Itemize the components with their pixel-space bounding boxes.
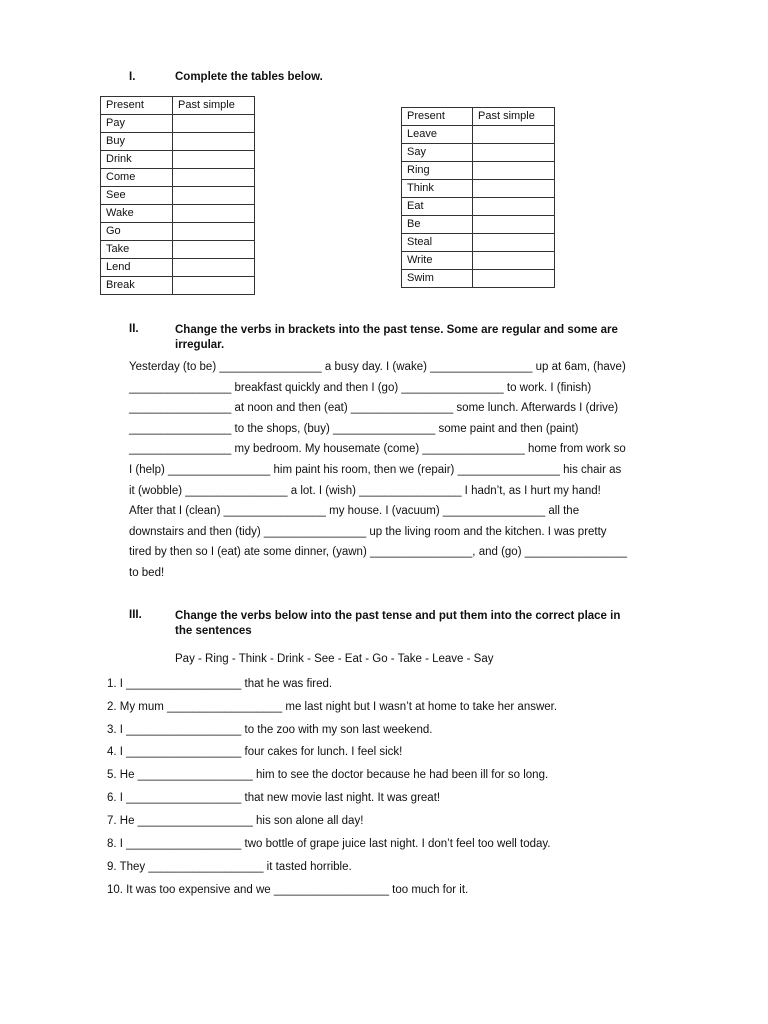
- section-2-number: II.: [129, 323, 139, 335]
- paragraph-line: it (wobble) ________________ a lot. I (wish) ________________ I hadn’t, as I hurt my hand!: [129, 484, 601, 497]
- answer-cell[interactable]: [473, 216, 555, 234]
- verb-cell: Swim: [402, 270, 473, 288]
- answer-cell[interactable]: [473, 126, 555, 144]
- answer-cell[interactable]: [173, 169, 255, 187]
- header-past-simple: Past simple: [473, 108, 555, 126]
- section-3-heading-line: the sentences: [175, 625, 252, 637]
- verb-cell: Buy: [101, 133, 173, 151]
- verb-cell: Come: [101, 169, 173, 187]
- verb-table-2: [401, 107, 555, 288]
- verb-cell: Lend: [101, 259, 173, 277]
- table-header-row: [402, 108, 555, 126]
- table-row: [101, 187, 255, 205]
- verb-word-list: Pay - Ring - Think - Drink - See - Eat - Go - Take - Leave - Say: [175, 653, 494, 665]
- table-header-row: [101, 97, 255, 115]
- paragraph-line: I (help) ________________ him paint his room, then we (repair) ________________ his chair as: [129, 463, 622, 476]
- section-2-heading-line: Change the verbs in brackets into the past tense. Some are regular and some are: [175, 324, 618, 336]
- answer-cell[interactable]: [173, 241, 255, 259]
- paragraph-line: ________________ breakfast quickly and then I (go) ________________ to work. I (finish): [129, 381, 592, 394]
- table-row: [101, 115, 255, 133]
- sentence-item: 2. My mum __________________ me last night but I wasn’t at home to take her answer.: [107, 701, 558, 713]
- answer-cell[interactable]: [173, 151, 255, 169]
- verb-cell: Ring: [402, 162, 473, 180]
- verb-cell: Wake: [101, 205, 173, 223]
- sentence-item: 4. I __________________ four cakes for lunch. I feel sick!: [107, 746, 403, 758]
- section-2-heading-line: irregular.: [175, 339, 225, 351]
- sentence-item: 7. He __________________ his son alone all day!: [107, 815, 364, 827]
- answer-cell[interactable]: [473, 234, 555, 252]
- verb-cell: Steal: [402, 234, 473, 252]
- answer-cell[interactable]: [173, 223, 255, 241]
- section-1-heading: Complete the tables below.: [175, 71, 323, 83]
- sentence-item: 5. He __________________ him to see the doctor because he had been ill for so long.: [107, 769, 549, 781]
- section-3-heading: [175, 609, 620, 639]
- verb-cell: Be: [402, 216, 473, 234]
- fill-in-paragraph: [129, 357, 669, 584]
- answer-cell[interactable]: [473, 144, 555, 162]
- table-row: [402, 180, 555, 198]
- header-past-simple: Past simple: [173, 97, 255, 115]
- answer-cell[interactable]: [173, 277, 255, 295]
- table-row: [101, 169, 255, 187]
- verb-table-1: [100, 96, 255, 295]
- verb-cell: Think: [402, 180, 473, 198]
- paragraph-line: downstairs and then (tidy) ________________ up the living room and the kitchen. I was pretty: [129, 525, 607, 538]
- paragraph-line: ________________ my bedroom. My housemate (come) ________________ home from work so: [129, 443, 626, 456]
- paragraph-line: tired by then so I (eat) ate some dinner, (yawn) ________________, and (go) ________________: [129, 546, 628, 559]
- verb-cell: See: [101, 187, 173, 205]
- table-row: [402, 252, 555, 270]
- answer-cell[interactable]: [173, 187, 255, 205]
- table-row: [402, 198, 555, 216]
- table-row: [101, 151, 255, 169]
- sentence-item: 6. I __________________ that new movie last night. It was great!: [107, 792, 441, 804]
- verb-cell: Break: [101, 277, 173, 295]
- table-row: [402, 162, 555, 180]
- table-row: [402, 144, 555, 162]
- paragraph-line: After that I (clean) ________________ my house. I (vacuum) ________________ all the: [129, 505, 580, 518]
- verb-cell: Write: [402, 252, 473, 270]
- section-3-heading-line: Change the verbs below into the past tense and put them into the correct place in: [175, 610, 621, 622]
- verb-cell: Go: [101, 223, 173, 241]
- answer-cell[interactable]: [173, 205, 255, 223]
- answer-cell[interactable]: [473, 270, 555, 288]
- sentence-item: 1. I __________________ that he was fired.: [107, 678, 333, 690]
- verb-cell: Take: [101, 241, 173, 259]
- table-row: [101, 205, 255, 223]
- verb-cell: Eat: [402, 198, 473, 216]
- answer-cell[interactable]: [473, 198, 555, 216]
- answer-cell[interactable]: [473, 252, 555, 270]
- section-3-number: III.: [129, 609, 142, 621]
- header-present: Present: [101, 97, 173, 115]
- table-row: [101, 277, 255, 295]
- answer-cell[interactable]: [473, 162, 555, 180]
- verb-cell: Drink: [101, 151, 173, 169]
- table-row: [101, 223, 255, 241]
- answer-cell[interactable]: [173, 115, 255, 133]
- sentence-item: 9. They __________________ it tasted horrible.: [107, 861, 352, 873]
- table-row: [101, 241, 255, 259]
- paragraph-line: Yesterday (to be) ________________ a busy day. I (wake) ________________ up at 6am, (have): [129, 361, 626, 373]
- table-row: [101, 133, 255, 151]
- answer-cell[interactable]: [173, 133, 255, 151]
- table-row: [101, 259, 255, 277]
- sentence-item: 3. I __________________ to the zoo with my son last weekend.: [107, 724, 433, 736]
- sentence-item: 8. I __________________ two bottle of grape juice last night. I don’t feel too well today.: [107, 838, 551, 850]
- answer-cell[interactable]: [173, 259, 255, 277]
- verb-cell: Leave: [402, 126, 473, 144]
- verb-cell: Pay: [101, 115, 173, 133]
- paragraph-line: ________________ to the shops, (buy) ________________ some paint and then (paint): [129, 422, 579, 435]
- table-row: [402, 216, 555, 234]
- sentence-item: 10. It was too expensive and we __________________ too much for it.: [107, 884, 469, 896]
- table-row: [402, 270, 555, 288]
- answer-cell[interactable]: [473, 180, 555, 198]
- section-2-heading: [175, 323, 618, 353]
- paragraph-line: ________________ at noon and then (eat) ________________ some lunch. Afterwards I (drive): [129, 402, 619, 415]
- verb-cell: Say: [402, 144, 473, 162]
- header-present: Present: [402, 108, 473, 126]
- table-row: [402, 234, 555, 252]
- paragraph-line: to bed!: [129, 566, 165, 579]
- section-1-number: I.: [129, 71, 136, 83]
- table-row: [402, 126, 555, 144]
